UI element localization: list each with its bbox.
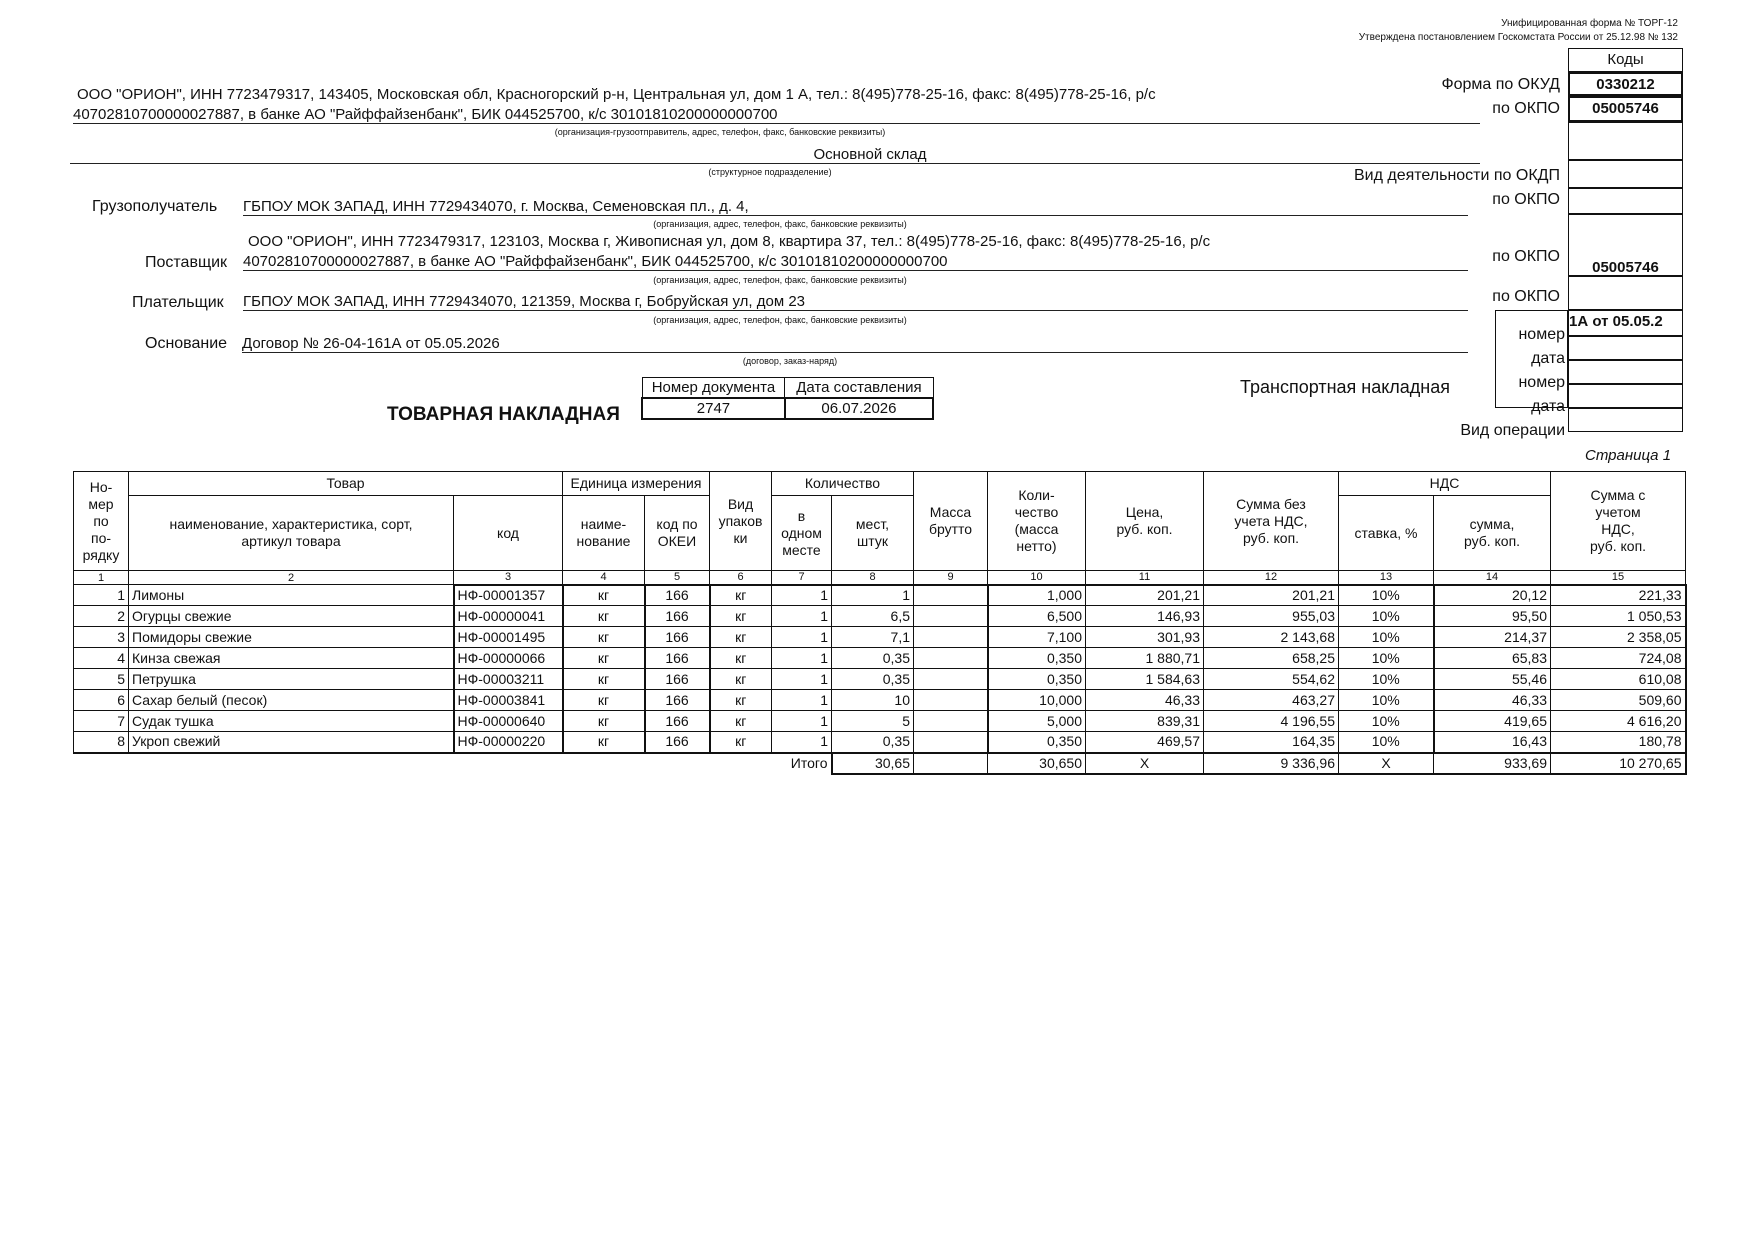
sum-with-vat: 610,08: [1551, 669, 1686, 690]
item-name: Кинза свежая: [129, 648, 454, 669]
basis-label: Основание: [145, 335, 228, 352]
row-number: 7: [74, 711, 129, 732]
subdivision-hint: (структурное подразделение): [708, 167, 832, 177]
price: 1 880,71: [1086, 648, 1204, 669]
sum-no-vat: 201,21: [1204, 585, 1339, 606]
unit-okei: 166: [645, 732, 710, 753]
qty-one-place: 1: [772, 606, 832, 627]
vat-rate: 10%: [1339, 711, 1434, 732]
pack-type: кг: [710, 648, 772, 669]
doc-number-header: Номер документа: [642, 378, 785, 399]
col-number: 4: [563, 571, 645, 585]
qty-places: 0,35: [832, 669, 914, 690]
payer-label: Плательщик: [132, 294, 224, 311]
column-numbers-row: [74, 571, 1686, 585]
pack-type: кг: [710, 606, 772, 627]
th-goods: Товар: [129, 472, 563, 496]
supplier-label: Поставщик: [145, 254, 228, 271]
item-code: НФ-00000041: [454, 606, 563, 627]
okdp-label: Вид деятельности по ОКДП: [1353, 167, 1560, 184]
supplier-hint: (организация, адрес, телефон, факс, банковские реквизиты): [653, 275, 907, 285]
vat-sum: 214,37: [1434, 627, 1551, 648]
th-goods-code: код: [454, 496, 563, 571]
net-qty: 0,350: [988, 669, 1086, 690]
table-row: [74, 627, 1686, 648]
totals-gross: [914, 753, 988, 774]
basis-hint: (договор, заказ-наряд): [742, 356, 838, 366]
okpo-label: по ОКПО: [1492, 100, 1560, 117]
row-number: 2: [74, 606, 129, 627]
th-unit-name: наиме- нование: [563, 496, 645, 571]
th-unit-okei: код по ОКЕИ: [645, 496, 710, 571]
pack-type: кг: [710, 732, 772, 753]
sum-with-vat: 1 050,53: [1551, 606, 1686, 627]
row-number: 3: [74, 627, 129, 648]
consignee-label: Грузополучатель: [92, 198, 218, 215]
unit-name: кг: [563, 690, 645, 711]
col-number: 15: [1551, 571, 1686, 585]
operation-code: [1568, 408, 1683, 432]
item-code: НФ-00003841: [454, 690, 563, 711]
pack-type: кг: [710, 585, 772, 606]
sum-with-vat: 509,60: [1551, 690, 1686, 711]
price: 146,93: [1086, 606, 1204, 627]
sum-with-vat: 221,33: [1551, 585, 1686, 606]
net-qty: 7,100: [988, 627, 1086, 648]
unit-name: кг: [563, 606, 645, 627]
totals-total: 10 270,65: [1551, 753, 1686, 774]
basis-number-label: номер: [1518, 326, 1565, 343]
table-row: [74, 732, 1686, 753]
net-qty: 10,000: [988, 690, 1086, 711]
gross-mass: [914, 606, 988, 627]
th-unit: Единица измерения: [563, 472, 710, 496]
supplier-line-1: ООО "ОРИОН", ИНН 7723479317, 123103, Москва г, Живописная ул, дом 8, квартира 37, тел.: 8(495)778-25-16, факс: 8(495)778-25-16, р/с: [248, 233, 1211, 250]
th-gross: Масса брутто: [914, 472, 988, 571]
row-number: 6: [74, 690, 129, 711]
unit-okei: 166: [645, 669, 710, 690]
price: 469,57: [1086, 732, 1204, 753]
th-net: Коли- чество (масса нетто): [988, 472, 1086, 571]
price: 46,33: [1086, 690, 1204, 711]
vat-sum: 55,46: [1434, 669, 1551, 690]
price: 1 584,63: [1086, 669, 1204, 690]
vat-sum: 65,83: [1434, 648, 1551, 669]
codes-title: Коды: [1568, 48, 1683, 72]
okpo-code: 05005746: [1568, 96, 1683, 122]
item-code: НФ-00003211: [454, 669, 563, 690]
vat-rate: 10%: [1339, 585, 1434, 606]
basis-number-code: 1А от 05.05.2: [1568, 310, 1683, 336]
shipper-hint: (организация-грузоотправитель, адрес, телефон, факс, банковские реквизиты): [554, 127, 886, 137]
col-number: 5: [645, 571, 710, 585]
sum-with-vat: 2 358,05: [1551, 627, 1686, 648]
basis-date-code: [1568, 336, 1683, 360]
shipper-line-1: ООО "ОРИОН", ИНН 7723479317, 143405, Московская обл, Красногорский р-н, Центральная ул, дом 1 А, тел.: 8(495)778-25-16, факс: 8(495)778-25-16, р/с: [77, 86, 1156, 103]
qty-one-place: 1: [772, 648, 832, 669]
vat-sum: 20,12: [1434, 585, 1551, 606]
col-number: 9: [914, 571, 988, 585]
row-number: 1: [74, 585, 129, 606]
page-number: Страница 1: [1585, 447, 1672, 464]
supplier-okpo-label: по ОКПО: [1492, 248, 1560, 265]
pack-type: кг: [710, 669, 772, 690]
totals-row: [74, 753, 1686, 774]
item-code: НФ-00000220: [454, 732, 563, 753]
vat-sum: 419,65: [1434, 711, 1551, 732]
row-number: 4: [74, 648, 129, 669]
th-pack: Вид упаков ки: [710, 472, 772, 571]
qty-one-place: 1: [772, 627, 832, 648]
sum-no-vat: 4 196,55: [1204, 711, 1339, 732]
sum-no-vat: 164,35: [1204, 732, 1339, 753]
totals-rate: X: [1339, 753, 1434, 774]
unit-name: кг: [563, 648, 645, 669]
gross-mass: [914, 690, 988, 711]
pack-type: кг: [710, 711, 772, 732]
qty-places: 10: [832, 690, 914, 711]
col-number: 11: [1086, 571, 1204, 585]
net-qty: 6,500: [988, 606, 1086, 627]
payer-hint: (организация, адрес, телефон, факс, банковские реквизиты): [653, 315, 907, 325]
qty-one-place: 1: [772, 585, 832, 606]
unit-name: кг: [563, 711, 645, 732]
gross-mass: [914, 627, 988, 648]
unit-okei: 166: [645, 585, 710, 606]
unit-okei: 166: [645, 690, 710, 711]
th-goods-name: наименование, характеристика, сорт, артикул товара: [129, 496, 454, 571]
table-row: [74, 648, 1686, 669]
th-qty-one: в одном месте: [772, 496, 832, 571]
col-number: 10: [988, 571, 1086, 585]
supplier-line-2: 40702810700000027887, в банке АО "Райффайзенбанк", БИК 044525700, к/с 30101810200000000700: [243, 253, 1468, 271]
table-row: [74, 585, 1686, 606]
totals-sum: 9 336,96: [1204, 753, 1339, 774]
item-code: НФ-00000640: [454, 711, 563, 732]
table-row: [74, 606, 1686, 627]
unit-name: кг: [563, 585, 645, 606]
form-approval: Утверждена постановлением Госкомстата России от 25.12.98 № 132: [1358, 32, 1678, 43]
transport-label: Транспортная накладная: [1240, 377, 1451, 397]
consignee-okpo-label: по ОКПО: [1492, 191, 1560, 208]
item-name: Огурцы свежие: [129, 606, 454, 627]
col-number: 13: [1339, 571, 1434, 585]
qty-one-place: 1: [772, 690, 832, 711]
payer-okpo-code: [1568, 276, 1683, 310]
row-number: 5: [74, 669, 129, 690]
transport-date-label: дата: [1531, 398, 1565, 415]
sum-no-vat: 463,27: [1204, 690, 1339, 711]
sum-with-vat: 4 616,20: [1551, 711, 1686, 732]
doc-date-header: Дата составления: [785, 378, 933, 399]
col-number: 2: [129, 571, 454, 585]
form-title: Унифицированная форма № ТОРГ-12: [1501, 18, 1678, 29]
consignee-hint: (организация, адрес, телефон, факс, банковские реквизиты): [653, 219, 907, 229]
unit-okei: 166: [645, 627, 710, 648]
table-row: [74, 669, 1686, 690]
document-number-table: [641, 377, 934, 420]
transport-number-label: номер: [1518, 374, 1565, 391]
net-qty: 5,000: [988, 711, 1086, 732]
doc-number: 2747: [642, 398, 785, 419]
sum-with-vat: 724,08: [1551, 648, 1686, 669]
th-qty: Количество: [772, 472, 914, 496]
qty-places: 6,5: [832, 606, 914, 627]
operation-label: Вид операции: [1460, 422, 1565, 439]
col-number: 3: [454, 571, 563, 585]
vat-rate: 10%: [1339, 606, 1434, 627]
qty-one-place: 1: [772, 732, 832, 753]
gross-mass: [914, 732, 988, 753]
table-row: [74, 711, 1686, 732]
unit-name: кг: [563, 627, 645, 648]
item-name: Судак тушка: [129, 711, 454, 732]
qty-places: 0,35: [832, 732, 914, 753]
transport-number-code: [1568, 360, 1683, 384]
col-number: 6: [710, 571, 772, 585]
qty-places: 5: [832, 711, 914, 732]
goods-rows: [74, 585, 1686, 753]
gross-mass: [914, 648, 988, 669]
row-number: 8: [74, 732, 129, 753]
pack-type: кг: [710, 690, 772, 711]
pack-type: кг: [710, 627, 772, 648]
price: 839,31: [1086, 711, 1204, 732]
transport-date-code: [1568, 384, 1683, 408]
th-qty-places: мест, штук: [832, 496, 914, 571]
payer-okpo-label: по ОКПО: [1492, 288, 1560, 305]
unit-name: кг: [563, 669, 645, 690]
item-code: НФ-00001357: [454, 585, 563, 606]
sum-no-vat: 658,25: [1204, 648, 1339, 669]
vat-sum: 46,33: [1434, 690, 1551, 711]
table-row: [74, 690, 1686, 711]
unit-okei: 166: [645, 606, 710, 627]
gross-mass: [914, 669, 988, 690]
unit-okei: 166: [645, 648, 710, 669]
basis-date-label: дата: [1531, 350, 1565, 367]
net-qty: 1,000: [988, 585, 1086, 606]
col-number: 8: [832, 571, 914, 585]
okud-label: Форма по ОКУД: [1441, 76, 1560, 93]
qty-places: 1: [832, 585, 914, 606]
subdivision-value: Основной склад: [70, 146, 1480, 164]
sum-no-vat: 955,03: [1204, 606, 1339, 627]
sum-no-vat: 2 143,68: [1204, 627, 1339, 648]
totals-label: Итого: [790, 755, 828, 771]
th-price: Цена, руб. коп.: [1086, 472, 1204, 571]
th-vat-rate: ставка, %: [1339, 496, 1434, 571]
qty-places: 0,35: [832, 648, 914, 669]
item-name: Помидоры свежие: [129, 627, 454, 648]
totals-places: 30,65: [832, 753, 914, 774]
okud-code: 0330212: [1568, 72, 1683, 96]
consignee-okpo-code: [1568, 188, 1683, 214]
gross-mass: [914, 711, 988, 732]
vat-sum: 95,50: [1434, 606, 1551, 627]
sum-with-vat: 180,78: [1551, 732, 1686, 753]
supplier-okpo-code: 05005746: [1568, 238, 1683, 276]
totals-price: X: [1086, 753, 1204, 774]
th-vat-sum: сумма, руб. коп.: [1434, 496, 1551, 571]
item-code: НФ-00000066: [454, 648, 563, 669]
th-sum-no-vat: Сумма без учета НДС, руб. коп.: [1204, 472, 1339, 571]
payer-value: ГБПОУ МОК ЗАПАД, ИНН 7729434070, 121359, Москва г, Бобруйская ул, дом 23: [243, 293, 1468, 311]
item-name: Укроп свежий: [129, 732, 454, 753]
th-vat: НДС: [1339, 472, 1551, 496]
item-code: НФ-00001495: [454, 627, 563, 648]
consignee-value: ГБПОУ МОК ЗАПАД, ИНН 7729434070, г. Москва, Семеновская пл., д. 4,: [243, 198, 1468, 216]
qty-one-place: 1: [772, 669, 832, 690]
net-qty: 0,350: [988, 648, 1086, 669]
item-name: Петрушка: [129, 669, 454, 690]
item-name: Сахар белый (песок): [129, 690, 454, 711]
unit-name: кг: [563, 732, 645, 753]
col-number: 1: [74, 571, 129, 585]
unit-okei: 166: [645, 711, 710, 732]
vat-sum: 16,43: [1434, 732, 1551, 753]
vat-rate: 10%: [1339, 690, 1434, 711]
vat-rate: 10%: [1339, 648, 1434, 669]
code-empty-1: [1568, 122, 1683, 160]
totals-vat: 933,69: [1434, 753, 1551, 774]
col-number: 7: [772, 571, 832, 585]
th-sum-vat: Сумма с учетом НДС, руб. коп.: [1551, 472, 1686, 571]
vat-rate: 10%: [1339, 732, 1434, 753]
vat-rate: 10%: [1339, 669, 1434, 690]
th-num: Но- мер по по- рядку: [74, 472, 129, 571]
price: 301,93: [1086, 627, 1204, 648]
col-number: 12: [1204, 571, 1339, 585]
shipper-line-2: 40702810700000027887, в банке АО "Райффайзенбанк", БИК 044525700, к/с 30101810200000000700: [73, 106, 1480, 124]
item-name: Лимоны: [129, 585, 454, 606]
okdp-code: [1568, 160, 1683, 188]
basis-value: Договор № 26-04-161А от 05.05.2026: [242, 335, 1468, 353]
sum-no-vat: 554,62: [1204, 669, 1339, 690]
net-qty: 0,350: [988, 732, 1086, 753]
doc-date: 06.07.2026: [785, 398, 933, 419]
vat-rate: 10%: [1339, 627, 1434, 648]
document-title: ТОВАРНАЯ НАКЛАДНАЯ: [387, 404, 620, 425]
col-number: 14: [1434, 571, 1551, 585]
totals-net: 30,650: [988, 753, 1086, 774]
qty-places: 7,1: [832, 627, 914, 648]
price: 201,21: [1086, 585, 1204, 606]
qty-one-place: 1: [772, 711, 832, 732]
goods-table: [73, 471, 1687, 775]
codes-column: [1568, 48, 1683, 448]
gross-mass: [914, 585, 988, 606]
